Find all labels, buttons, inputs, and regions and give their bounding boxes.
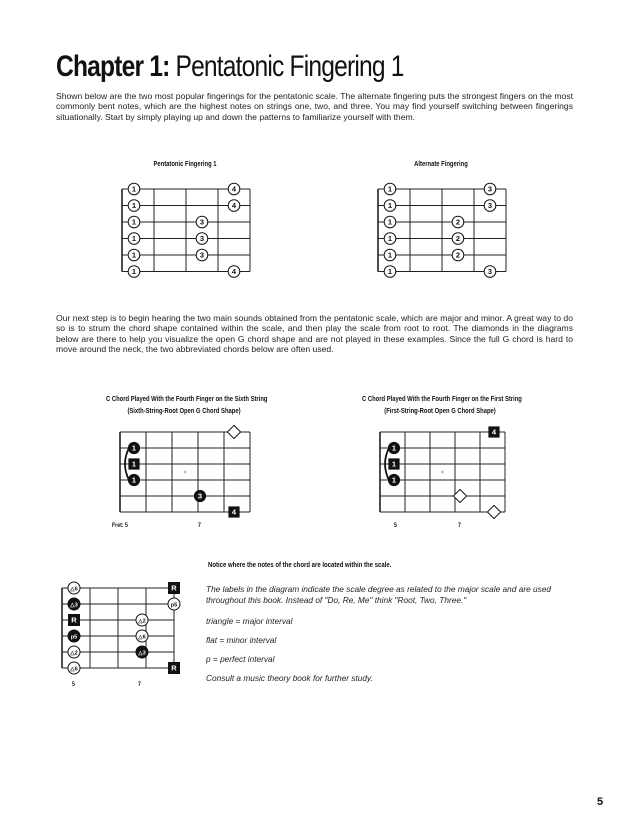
chord2-title-line2: (First-String-Root Open G Chord Shape): [384, 406, 496, 415]
fingering2-group: [378, 183, 506, 277]
fingering1-note-label: 3: [199, 234, 205, 244]
chord2-group: [380, 426, 505, 518]
fingering1-group: [122, 183, 250, 277]
chord2-note-label: 1: [391, 443, 397, 453]
degree-note-label: △6: [70, 666, 78, 673]
intro-paragraph: Shown below are the two most popular fingerings for the pentatonic scale. The alternate fingering puts the strongest fingers on the most commonly bent notes, which are the highest notes on strings one, two, and three. You may find yourself switching between fingerings situationally. Start by simply playing up and down the patterns to familiarize yourself with them.: [56, 91, 573, 122]
chord2-title-line1: C Chord Played With the Fourth Finger on the First String: [362, 394, 522, 403]
fingering2-note-label: 1: [387, 267, 393, 277]
chord1-note-label: 1: [131, 443, 137, 453]
fingering2-note-label: 1: [387, 250, 393, 260]
fingering2-note-label: 1: [387, 217, 393, 227]
fingering1-note-label: 1: [131, 267, 137, 277]
fingering1-note-label: 1: [131, 234, 137, 244]
fingering1-note-label: 4: [231, 201, 237, 211]
chord2-diamond-marker: [487, 505, 500, 518]
chord1-title-line1: C Chord Played With the Fourth Finger on the Sixth String: [106, 394, 268, 403]
degree-fret-right: 7: [138, 681, 141, 688]
degree-note-label: R: [71, 615, 77, 625]
chord2-note-label: 1: [391, 475, 397, 485]
legend-perfect: p = perfect interval: [206, 654, 275, 664]
degree-note-label: △3: [70, 602, 78, 609]
degree-note-label: R: [171, 663, 177, 673]
chord1-note-label: 1: [131, 459, 137, 469]
chord2-fret-left: 5: [394, 522, 397, 529]
second-paragraph: Our next step is to begin hearing the two main sounds obtained from the pentatonic scale, which are major and minor. A great way to do so is to strum the chord shape contained within the scale, and then play the scale from root to root. The diamonds in the diagrams below are there to help you visualize the open G chord shape and are not played in these examples. Since the full G chord is hard to move around the neck, the two abbreviated chords below are often used.: [56, 313, 573, 355]
chord1-group: [120, 425, 250, 517]
degree-note-label: △6: [70, 586, 78, 593]
diagram1-title: Pentatonic Fingering 1: [153, 159, 217, 168]
chord1-note-label: 4: [231, 507, 237, 517]
legend-triangle: triangle = major interval: [206, 616, 293, 626]
degree-note-label: △6: [138, 634, 146, 641]
degree-fret-left: 5: [72, 681, 75, 688]
degree-note-label: p5: [170, 602, 178, 609]
fingering2-note-label: 3: [487, 201, 493, 211]
notes-heading: Notice where the notes of the chord are located within the scale.: [208, 560, 392, 569]
degree-note-label: p5: [70, 634, 78, 641]
chord2-fret-right: 7: [458, 522, 461, 529]
page-number: 5: [597, 796, 604, 808]
fingering1-note-label: 1: [131, 201, 137, 211]
degree-note-label: △2: [138, 618, 146, 625]
legend-consult: Consult a music theory book for further study.: [206, 673, 373, 683]
chapter-prefix: Chapter 1:: [56, 50, 170, 83]
legend-description: The labels in the diagram indicate the scale degree as related to the major scale and are used throughout this book. Instead of "Do, Re, Me" think "Root, Two, Three.": [206, 584, 551, 605]
degree-note-label: △3: [138, 650, 146, 657]
legend-flat: flat = minor interval: [206, 635, 277, 645]
fingering1-note-label: 3: [199, 250, 205, 260]
diagram2-title: Alternate Fingering: [414, 159, 468, 168]
fingering2-note-label: 2: [455, 250, 461, 260]
chapter-name: Pentatonic Fingering 1: [175, 50, 404, 83]
fingering1-note-label: 1: [131, 217, 137, 227]
degree-note-label: △2: [70, 650, 78, 657]
chord1-note-label: 3: [197, 491, 203, 501]
chord2-note-label: 4: [491, 427, 497, 437]
fingering1-note-label: 4: [231, 184, 237, 194]
fingering2-note-label: 3: [487, 267, 493, 277]
chord1-fret-left: Fret: 5: [112, 522, 128, 529]
chord1-note-label: 1: [131, 475, 137, 485]
chord1-diamond-marker: [227, 425, 240, 438]
fingering2-note-label: 1: [387, 234, 393, 244]
chord1-fret-marker: [184, 471, 187, 474]
fingering2-note-label: 3: [487, 184, 493, 194]
fingering1-note-label: 1: [131, 184, 137, 194]
chord2-fret-marker: [441, 471, 444, 474]
chord1-fret-right: 7: [198, 522, 201, 529]
degree-note-label: R: [171, 583, 177, 593]
fingering2-note-label: 2: [455, 217, 461, 227]
degree-group: [62, 582, 180, 674]
fingering2-note-label: 2: [455, 234, 461, 244]
fingering2-note-label: 1: [387, 201, 393, 211]
chord2-note-label: 1: [391, 459, 397, 469]
fingering1-note-label: 1: [131, 250, 137, 260]
fingering1-note-label: 3: [199, 217, 205, 227]
fingering1-note-label: 4: [231, 267, 237, 277]
chord1-title-line2: (Sixth-String-Root Open G Chord Shape): [127, 406, 241, 415]
fingering2-note-label: 1: [387, 184, 393, 194]
